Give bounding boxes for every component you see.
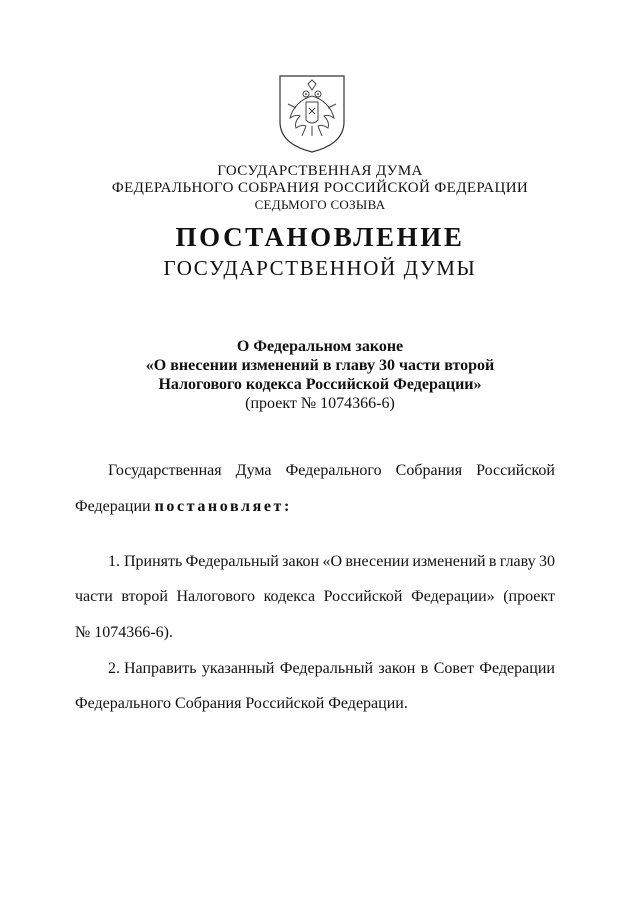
word: Налогового bbox=[176, 588, 255, 605]
subject-line-2: «О внесении изменений в главу 30 части второй bbox=[145, 357, 495, 374]
word: 2. Направить bbox=[108, 660, 197, 677]
word: (проект bbox=[503, 588, 555, 605]
item-1-line-2 bbox=[75, 588, 555, 606]
organization-line-2: ФЕДЕРАЛЬНОГО СОБРАНИЯ РОССИЙСКОЙ ФЕДЕРАЦИИ bbox=[111, 180, 529, 196]
word: Дума bbox=[235, 462, 272, 479]
coat-of-arms-emblem bbox=[276, 74, 348, 154]
word: Совет bbox=[433, 660, 474, 677]
word: 30 bbox=[538, 553, 555, 570]
item-1-line-3: № 1074366-6). bbox=[75, 624, 173, 641]
word: «О bbox=[322, 553, 342, 570]
word: части bbox=[75, 588, 113, 605]
word: Собрания bbox=[395, 462, 463, 479]
preamble-line-1 bbox=[108, 462, 555, 480]
word: Федеральный bbox=[185, 553, 279, 570]
item-2-line-2: Федерального Собрания Российской Федерации. bbox=[75, 695, 408, 712]
item-2-line-1 bbox=[108, 660, 555, 678]
organization-line-1: ГОСУДАРСТВЕННАЯ ДУМА bbox=[217, 163, 423, 179]
document-type-title: ПОСТАНОВЛЕНИЕ bbox=[175, 222, 465, 252]
word: закон bbox=[378, 660, 416, 677]
word: Федеральный bbox=[279, 660, 373, 677]
word: в bbox=[420, 660, 429, 677]
word: Федерального bbox=[285, 462, 382, 479]
word: Российской bbox=[476, 462, 555, 479]
preamble-line-2 bbox=[75, 498, 555, 516]
project-number: (проект № 1074366-6) bbox=[245, 395, 395, 412]
word: указанный bbox=[201, 660, 275, 677]
preamble-end: Федерации bbox=[75, 498, 151, 515]
document-type-subtitle: ГОСУДАРСТВЕННОЙ ДУМЫ bbox=[163, 256, 477, 280]
word: главу bbox=[499, 553, 536, 570]
word: Государственная bbox=[108, 462, 222, 479]
organization-line-3: СЕДЬМОГО СОЗЫВА bbox=[254, 197, 386, 212]
subject-line-1: О Федеральном законе bbox=[236, 338, 404, 355]
word: закон bbox=[282, 553, 320, 570]
word: второй bbox=[121, 588, 168, 605]
word: внесении bbox=[345, 553, 410, 570]
word: 1. Принять bbox=[108, 553, 183, 570]
word: Федерации bbox=[479, 660, 555, 677]
word: в bbox=[488, 553, 497, 570]
word: Российской bbox=[323, 588, 403, 605]
preamble-verb: постановляет: bbox=[154, 498, 292, 515]
subject-line-3: Налогового кодекса Российской Федерации» bbox=[158, 376, 482, 393]
word: изменений bbox=[412, 553, 486, 570]
word: Федерации» bbox=[411, 588, 495, 605]
word: кодекса bbox=[263, 588, 316, 605]
item-1-line-1 bbox=[108, 553, 555, 571]
